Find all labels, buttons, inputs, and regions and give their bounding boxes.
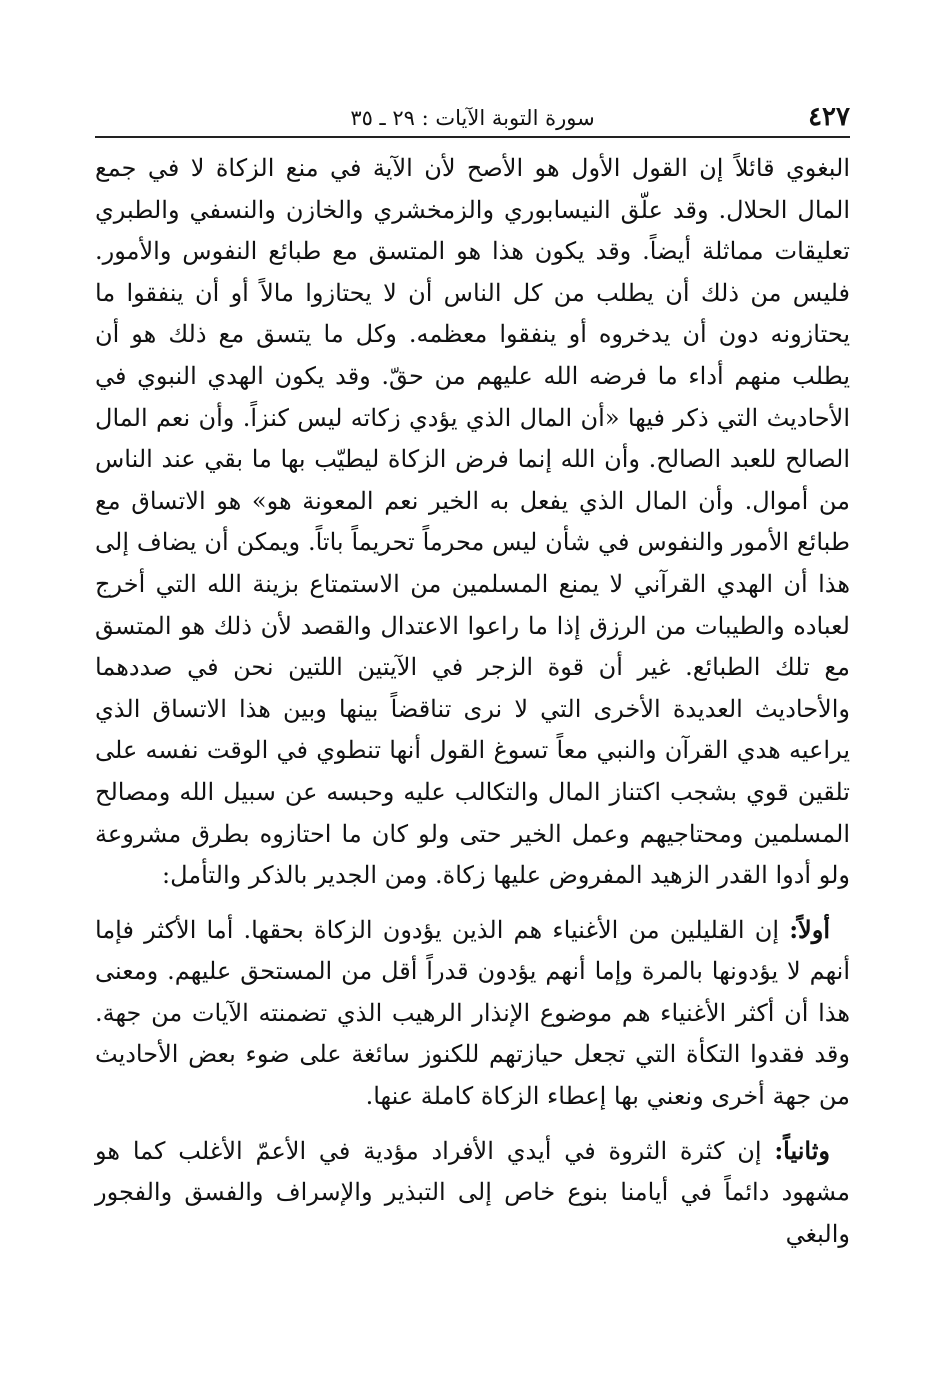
page-number: ٤٢٧ [808, 102, 850, 132]
chapter-title: سورة التوبة الآيات : ٢٩ ـ ٣٥ [350, 106, 595, 130]
paragraph-2-text: إن القليلين من الأغنياء هم الذين يؤدون الزكاة بحقها. أما الأكثر فإما أنهم لا يؤدونها بالمرة وإما أنهم يؤدون قدراً أقل من المستحق عليهم. ومعنى هذا أن أكثر الأغنياء هم موضوع الإنذار الرهيب الذي تضمنته الآيات من جهة. وقد فقدوا التكأة التي تجعل حيازتهم للكنوز سائغة على ضوء بعض الأحاديث من جهة أخرى ونعني بها إعطاء الزكاة كاملة عنها. [95, 915, 850, 1111]
paragraph-3 [95, 1130, 850, 1256]
paragraph-3-lead: وثانياً: [774, 1135, 830, 1165]
book-page [95, 96, 850, 1255]
paragraph-1-text: البغوي قائلاً إن القول الأول هو الأصح لأن الآية في منع الزكاة لا في جمع المال الحلال. وقد علّق النيسابوري والزمخشري والخازن والنسفي والطبري تعليقات مماثلة أيضاً. وقد يكون هذا هو المتسق مع طبائع النفوس والأمور. فليس من ذلك أن يطلب من كل الناس أن لا يحتازوا مالاً أو أن ينفقوا ما يحتازونه دون أن يدخروه أو ينفقوا معظمه. وكل ما يتسق مع ذلك هو أن يطلب منهم أداء ما فرضه الله عليهم من حقّ. وقد يكون الهدي النبوي في الأحاديث التي ذكر فيها «أن المال الذي يؤدي زكاته ليس كنزاً. وأن نعم المال الصالح للعبد الصالح. وأن الله إنما فرض الزكاة ليطيّب بها ما بقي عند الناس من أموال. وأن المال الذي يفعل به الخير نعم المعونة هو» هو الاتساق مع طبائع الأمور والنفوس في شأن ليس محرماً تحريماً باتاً. ويمكن أن يضاف إلى هذا أن الهدي القرآني لا يمنع المسلمين من الاستمتاع بزينة الله التي أخرج لعباده والطيبات من الرزق إذا ما راعوا الاعتدال والقصد لأن ذلك هو المتسق مع تلك الطبائع. غير أن قوة الزجر في الآيتين اللتين نحن في صددهما والأحاديث العديدة الأخرى التي لا نرى تناقضاً بينها وبين هذا الاتساق الذي يراعيه هدي القرآن والنبي معاً تسوغ القول أنها تنطوي في الوقت نفسه على تلقين قوي بشجب اكتناز المال والتكالب عليه وحبسه عن سبيل الله ومصالح المسلمين ومحتاجيهم وعمل الخير حتى ولو كان ما احتازوه بطرق مشروعة ولو أدوا القدر الزهيد المفروض عليها زكاة. ومن الجدير بالذكر والتأمل: [95, 154, 851, 890]
paragraph-2-lead: أولاً: [789, 914, 830, 944]
body-text [95, 148, 850, 1255]
running-head [95, 96, 850, 138]
paragraph-1 [95, 148, 850, 897]
paragraph-3-text: إن كثرة الثروة في أيدي الأفراد مؤدية في الأعمّ الأغلب كما هو مشهود دائماً في أيامنا بنوع خاص إلى التبذير والإسراف والفسق والفجور والبغي [95, 1136, 850, 1248]
paragraph-2 [95, 909, 850, 1118]
